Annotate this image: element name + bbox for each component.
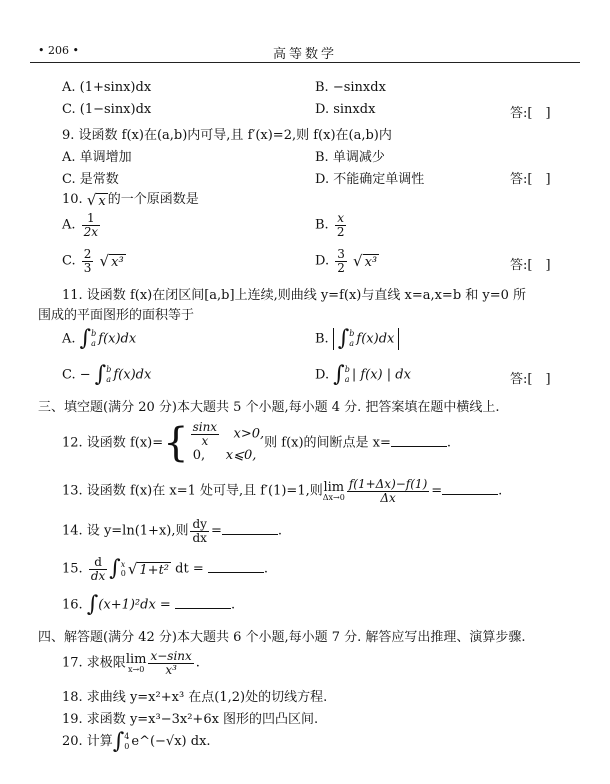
q14-answer-blank[interactable] [222,522,278,535]
q17-stem: 17. 求极限 lim x→0 $\frac{x-\sin x}{\text{x³}}$ . [62,649,200,677]
sqrt-x: √ x [86,190,106,209]
q15-answer-blank[interactable] [208,560,264,573]
q11-stem-line1: 11. 设函数 f(x)在闭区间[a,b]上连续,则曲线 y=f(x)与直线 x=a,x=b 和 y=0 所 [62,288,527,303]
q10-stem [62,188,199,209]
q20-stem: 20. 计算∫ 4 0 e^(−√x) dx. [62,728,211,754]
q8-option-a: A. (1+sinx)dx [62,80,152,95]
q8-option-c: C. (1−sinx)dx [62,102,152,117]
header-rule [30,62,580,63]
book-title: 高等数学 [272,47,337,62]
q8-option-b: B. −sinxdx [315,80,386,95]
q11-option-a: A. ∫ b a f(x)dx [62,326,137,351]
q11-answer-bracket: 答:[ ] [510,372,551,387]
q8-option-d: D. sinxdx [315,102,376,117]
q9-option-c: C. 是常数 [62,172,119,187]
q19-stem: 19. 求函数 y=x³−3x²+6x 图形的凹凸区间. [62,712,319,727]
q13-stem: 13. 设函数 f(x)在 x=1 处可导,且 f′(1)=1,则 lim Δx→0 $\frac{f(1+\Delta x)-f(1)}{\Delta x}$ = . [62,477,503,505]
q11-option-b: B. ∫ b a f(x)dx [315,328,399,350]
q10-option-b: B. $\frac{x}{2}$ [315,211,345,239]
q9-answer-bracket: 答:[ ] [510,172,551,187]
q10-answer-bracket: 答:[ ] [510,258,551,273]
q12-answer-blank[interactable] [391,434,447,447]
integral-sign: ∫ [79,326,92,351]
q10-number: 10. [62,192,83,207]
q16-answer-blank[interactable] [175,596,231,609]
q11-option-c: C. − ∫ b a f(x)dx [62,362,152,387]
q11-option-d: D. ∫ b a | f(x) | dx [315,362,411,387]
brace: { [163,420,189,466]
q13-answer-blank[interactable] [442,482,498,495]
q10-option-c: C. $\frac{2}{3}$ √ x³ [62,247,124,275]
q10-stem-text: 的一个原函数是 [107,192,199,207]
q11-stem-line2: 围成的平面图形的面积等于 [38,308,195,323]
q16-stem: 16. ∫(x+1)²dx = . [62,592,236,617]
section-3-heading: 三、填空题(满分 20 分)本大题共 5 个小题,每小题 4 分. 把答案填在题中横线上. [38,400,500,415]
q15-stem: 15. $\frac{d}{dx}$ ∫ x 0 √ 1+t² dt = . [62,555,269,583]
q9-option-b: B. 单调减少 [315,150,385,165]
q12-piecewise: 12. 设函数 f(x)={ $\frac{\sin x}{x}$ x>0, 0, x⩽0, 则 f(x)的间断点是 x= . [62,420,452,466]
q10-option-d: D. $\frac{3}{2}$ √ x³ [315,247,378,275]
q18-stem: 18. 求曲线 y=x²+x³ 在点(1,2)处的切线方程. [62,690,328,705]
q8-answer-bracket: 答:[ ] [510,106,551,121]
q9-option-a: A. 单调增加 [62,150,132,165]
q9-option-d: D. 不能确定单调性 [315,172,425,187]
q14-stem: 14. 设 y=ln(1+x),则 $\frac{dy}{dx}$ = . [62,517,282,545]
q10-option-a: A. $\frac{1}{2x}$ [62,211,99,239]
q9-stem: 9. 设函数 f(x)在(a,b)内可导,且 f′(x)=2,则 f(x)在(a,b)内 [62,128,392,143]
section-4-heading: 四、解答题(满分 42 分)本大题共 6 个小题,每小题 7 分. 解答应写出推理、演算步骤. [38,630,526,645]
page-number: • 206 • [38,44,79,57]
